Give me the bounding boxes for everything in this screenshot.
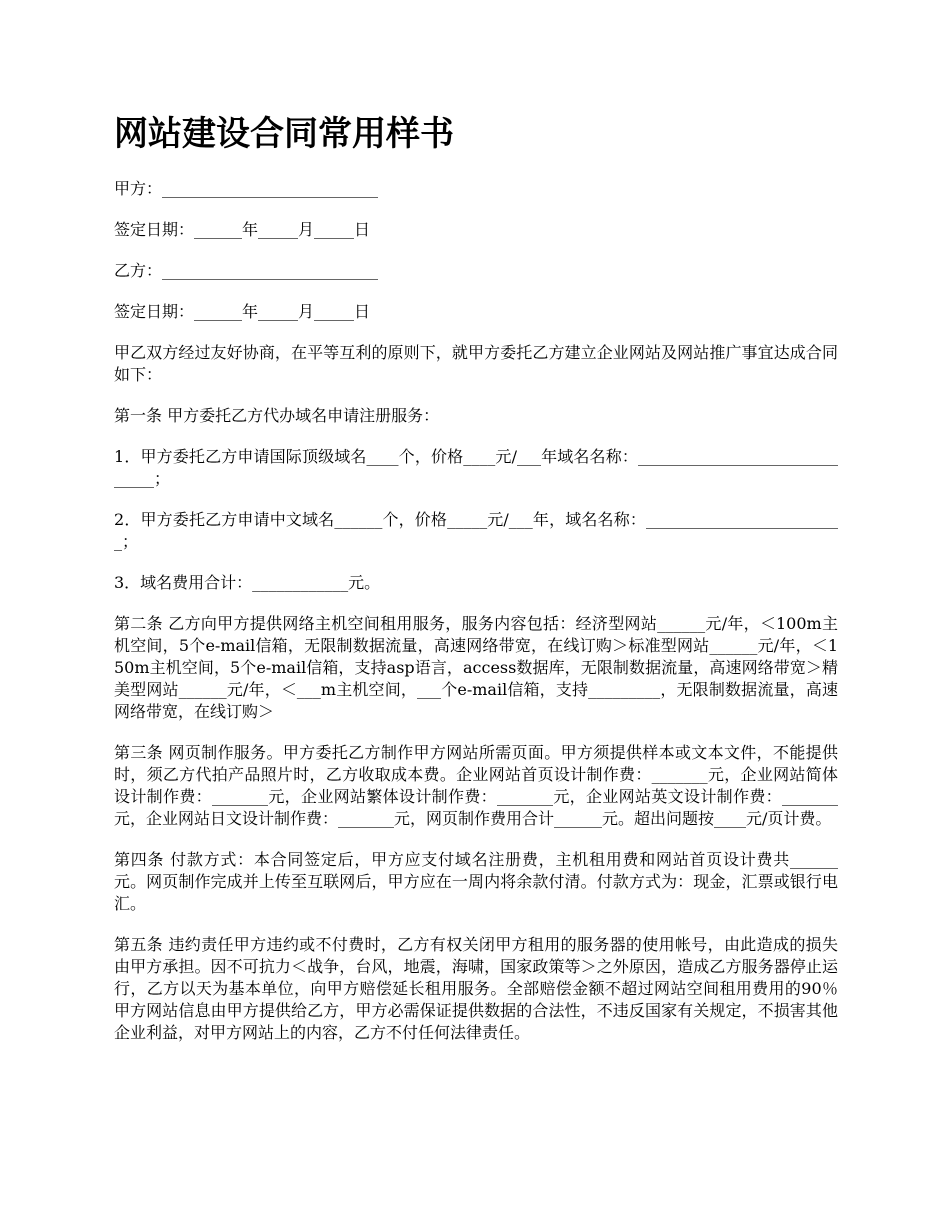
article-5: 第五条 违约责任甲方违约或不付费时，乙方有权关闭甲方租用的服务器的使用帐号，由此造成的损失由甲方承担。因不可抗力＜战争，台风，地震，海啸，国家政策等＞之外原因，造成乙方服务器停止运行，乙方以天为基本单位，向甲方赔偿延长租用服务。全部赔偿金额不超过网站空间租用费用的90％甲方网站信息由甲方提供给乙方，甲方必需保证提供数据的合法性，不违反国家有关规定，不损害其他企业利益，对甲方网站上的内容，乙方不付任何法律责任。 <box>114 935 838 1042</box>
article-1-heading: 第一条 甲方委托乙方代办域名申请注册服务： <box>114 406 440 425</box>
party-b-sign-date: 签定日期：______年_____月_____日 <box>114 302 371 321</box>
party-a-sign-date: 签定日期：______年_____月_____日 <box>114 220 371 239</box>
article-1-item-1: 1．甲方委托乙方申请国际顶级域名____个，价格____元/___年域名名称：______________________________； <box>114 447 838 488</box>
document-title: 网站建设合同常用样书 <box>114 114 454 154</box>
article-1-item-2: 2．甲方委托乙方申请中文域名______个，价格_____元/___年，域名名称：_________________________； <box>114 510 838 551</box>
article-4: 第四条 付款方式：本合同签定后，甲方应支付域名注册费，主机租用费和网站首页设计费共______元。网页制作完成并上传至互联网后，甲方应在一周内将余款付清。付款方式为：现金，汇票或银行电汇。 <box>114 850 838 913</box>
preamble: 甲乙双方经过友好协商，在平等互利的原则下，就甲方委托乙方建立企业网站及网站推广事宜达成合同如下： <box>114 343 838 384</box>
article-3: 第三条 网页制作服务。甲方委托乙方制作甲方网站所需页面。甲方须提供样本或文本文件，不能提供时，须乙方代拍产品照片时，乙方收取成本费。企业网站首页设计制作费：_______元，企业网站简体设计制作费：_______元，企业网站繁体设计制作费：_______元，企业网站英文设计制作费：_______元，企业网站日文设计制作费：_______元，网页制作费用合计______元。超出问题按____元/页计费。 <box>114 743 838 828</box>
document-page <box>114 112 838 1063</box>
party-b-line: 乙方：___________________________ <box>114 261 379 280</box>
party-a-line: 甲方：___________________________ <box>114 179 379 198</box>
article-2: 第二条 乙方向甲方提供网络主机空间租用服务，服务内容包括：经济型网站______元/年，＜100m主机空间，5个e-mail信箱，无限制数据流量，高速网络带宽，在线订购＞标准型网站______元/年，＜150m主机空间，5个e-mail信箱，支持asp语言，access数据库，无限制数据流量，高速网络带宽＞精美型网站______元/年，＜___m主机空间，___个e-mail信箱，支持_________，无限制数据流量，高速网络带宽，在线订购＞ <box>114 614 838 721</box>
article-1-item-3: 3．域名费用合计：____________元。 <box>114 573 381 592</box>
